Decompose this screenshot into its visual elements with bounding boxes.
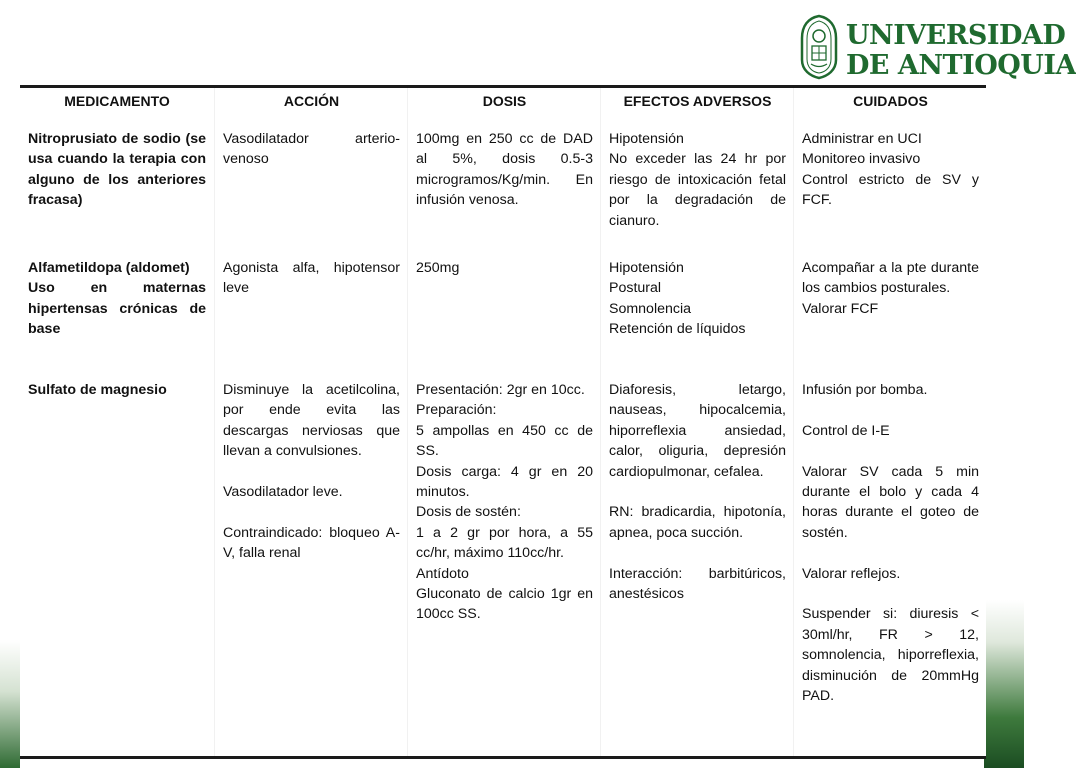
cell-efectos-1 <box>609 129 786 231</box>
cell-line <box>223 502 400 522</box>
cell-line <box>223 462 400 482</box>
cell-line <box>802 400 979 420</box>
cell-line: Monitoreo invasivo <box>802 151 921 168</box>
cell-line <box>609 482 786 502</box>
cell-line <box>802 543 979 563</box>
header-efectos-adversos: EFECTOS ADVERSOS <box>623 93 772 109</box>
header-accion: ACCIÓN <box>283 93 340 109</box>
cell-line: Preparación: <box>416 402 497 419</box>
cell-medicamento-2 <box>28 258 206 340</box>
cell-accion-2 <box>223 258 400 299</box>
cell-line: Interacción: barbitúricos, anestésicos <box>609 565 786 603</box>
column-medicamento <box>20 88 214 756</box>
cell-line: Valorar SV cada 5 min durante el bolo y cada 4 horas durante el goteo de sostén. <box>802 463 979 541</box>
cell-line: 250mg <box>416 260 460 276</box>
cell-line: Vasodilatador leve. <box>223 484 343 501</box>
cell-line: Infusión por bomba. <box>802 382 928 398</box>
cell-cuidados-1 <box>802 129 979 211</box>
cell-line: No exceder las 24 hr por riesgo de intoxicación fetal por la degradación de cianuro. <box>609 151 786 229</box>
cell-efectos-2 <box>609 258 786 340</box>
cell-line: Presentación: 2gr en 10cc. <box>416 382 585 398</box>
cell-line: Agonista alfa, hipotensor leve <box>223 260 400 297</box>
cell-line: Antídoto <box>416 565 469 582</box>
cell-line: Suspender si: diuresis < 30ml/hr, FR > 12, somnolencia, hiporreflexia, disminución de 20mmHg PAD. <box>802 606 979 705</box>
cell-line: 5 ampollas en 450 cc de SS. <box>416 422 593 460</box>
header-dosis: DOSIS <box>482 93 527 109</box>
green-decoration-right <box>984 600 1024 768</box>
column-efectos-adversos <box>600 88 794 756</box>
cell-line <box>802 584 979 604</box>
cell-line: Retención de líquidos <box>609 321 746 338</box>
cell-line: Alfametildopa (aldomet) <box>28 260 190 276</box>
cell-dosis-3 <box>416 380 593 625</box>
cell-line: Hipotensión <box>609 131 684 147</box>
cell-line: Contraindicado: bloqueo A-V, falla renal <box>223 524 400 562</box>
cell-line: Nitroprusiato de sodio (se usa cuando la terapia con alguno de los anteriores fracasa) <box>28 131 206 209</box>
cell-line: Gluconato de calcio 1gr en 100cc SS. <box>416 586 593 623</box>
cell-line: Disminuye la acetilcolina, por ende evita las descargas nerviosas que llevan a convulsiones. <box>223 382 400 460</box>
cell-dosis-2 <box>416 258 593 278</box>
column-dosis <box>407 88 601 756</box>
cell-line: Somnolencia <box>609 300 692 317</box>
column-cuidados <box>793 88 987 756</box>
university-seal-icon <box>798 14 840 80</box>
header-cuidados: CUIDADOS <box>853 93 928 109</box>
cell-line: Uso en maternas hipertensas crónicas de base <box>28 280 206 338</box>
cell-line: 1 a 2 gr por hora, a 55 cc/hr, máximo 110cc/hr. <box>416 524 593 562</box>
cell-efectos-3 <box>609 380 786 604</box>
cell-line: Control de I-E <box>802 422 890 439</box>
cell-line: Control estricto de SV y FCF. <box>802 171 979 209</box>
cell-accion-3 <box>223 380 400 564</box>
cell-line: RN: bradicardia, hipotonía, apnea, poca succión. <box>609 504 786 541</box>
cell-line <box>609 543 786 563</box>
cell-line: Hipotensión <box>609 260 684 276</box>
green-decoration-left <box>0 640 20 768</box>
cell-line <box>802 441 979 461</box>
university-logo <box>798 14 1076 84</box>
cell-line: Vasodilatador arterio-venoso <box>223 131 400 168</box>
cell-dosis-1 <box>416 129 593 211</box>
cell-line: Valorar FCF <box>802 300 879 317</box>
logo-text-line2: DE ANTIOQUIA <box>846 50 1076 81</box>
column-accion <box>214 88 408 756</box>
cell-line: Diaforesis, letargo, nauseas, hipocalcemia, hiporreflexia ansiedad, calor, oliguria, depresión cardiopulmonar, cefalea. <box>609 382 786 480</box>
cell-line: Valorar reflejos. <box>802 565 901 582</box>
cell-line: Dosis de sostén: <box>416 504 521 521</box>
cell-line: Sulfato de magnesio <box>28 382 167 398</box>
cell-cuidados-2 <box>802 258 979 319</box>
cell-medicamento-3 <box>28 380 206 400</box>
logo-text-line1: UNIVERSIDAD <box>846 20 1066 51</box>
cell-cuidados-3 <box>802 380 979 706</box>
cell-accion-1 <box>223 129 400 170</box>
cell-line: Postural <box>609 280 662 297</box>
medication-table <box>20 85 986 759</box>
header-medicamento: MEDICAMENTO <box>64 93 170 109</box>
cell-line: Acompañar a la pte durante los cambios posturales. <box>802 260 979 297</box>
cell-line: Administrar en UCI <box>802 131 922 147</box>
cell-line: Dosis carga: 4 gr en 20 minutos. <box>416 463 593 501</box>
cell-medicamento-1 <box>28 129 206 211</box>
cell-line: 100mg en 250 cc de DAD al 5%, dosis 0.5-3 microgramos/Kg/min. En infusión venosa. <box>416 131 593 209</box>
